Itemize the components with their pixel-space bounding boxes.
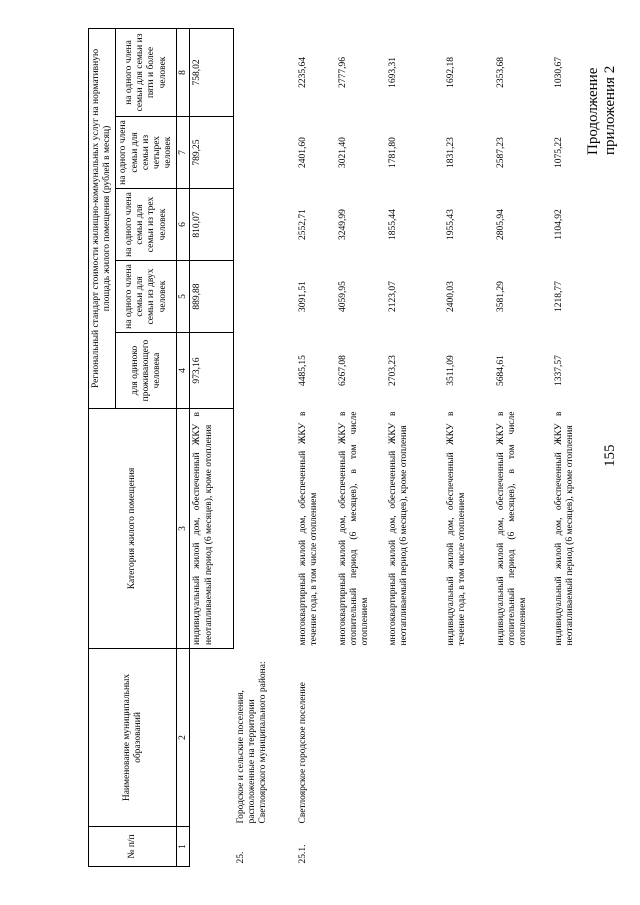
row-value: 2552,71 <box>297 209 308 240</box>
header-sub-3: на одного члена семьи для семьи из трех человек <box>116 189 177 261</box>
header-col2: Наименование муниципальных образований <box>89 649 177 827</box>
row-category: индивидуальный жилой дом, обеспеченный ЖКУ в течение года, в том числе отоплением <box>445 411 468 646</box>
row-value: 1831,23 <box>445 137 456 168</box>
row-category <box>234 409 296 649</box>
row-value: 1104,92 <box>553 209 564 240</box>
continuation-caption: Продолжение приложения 2 <box>585 65 618 155</box>
row-value: 4485,15 <box>297 355 308 386</box>
row-value <box>234 117 296 189</box>
row-value: 2703,23 <box>387 355 398 386</box>
row-value: 1855,44 <box>387 209 398 240</box>
standards-table <box>88 28 608 867</box>
row-value: 1955,43 <box>445 209 456 240</box>
table-row <box>296 28 336 866</box>
row-name <box>386 649 444 827</box>
row-value: 889,88 <box>190 261 234 333</box>
row-value: 3249,99 <box>337 209 348 240</box>
header-standard: Региональный стандарт стоимости жилищно-коммунальных услуг на нормативную площадь жилого помещения (рублей в месяц) <box>89 28 116 408</box>
page-number: 155 <box>602 444 618 467</box>
row-value: 1030,67 <box>553 57 564 88</box>
row-value: 789,25 <box>190 117 234 189</box>
row-value: 6267,08 <box>337 355 348 386</box>
row-category: индивидуальный жилой дом, обеспеченный ЖКУ в отопительный период (6 месяцев), в том числе отоплением <box>495 411 529 646</box>
header-sub-2: на одного члена семьи для семьи из двух человек <box>116 261 177 333</box>
row-value: 5684,61 <box>495 355 506 386</box>
row-value: 1218,77 <box>553 281 564 312</box>
table-row <box>552 28 608 866</box>
row-value: 1337,57 <box>553 355 564 386</box>
header-sub-5: на одного члена семьи для семьи из пяти и более человек <box>116 28 177 116</box>
row-value: 3511,09 <box>445 355 456 386</box>
row-value: 3581,29 <box>495 281 506 312</box>
row-value: 3021,40 <box>337 137 348 168</box>
row-number <box>386 827 444 867</box>
row-name <box>494 649 552 827</box>
column-number: 1 <box>177 827 190 867</box>
row-name <box>190 649 234 827</box>
row-number <box>444 827 494 867</box>
table-row <box>494 28 552 866</box>
header-col1: № п/п <box>89 827 177 867</box>
row-value: 2587,23 <box>495 137 506 168</box>
row-value: 3091,51 <box>297 281 308 312</box>
column-number: 7 <box>177 117 190 189</box>
header-sub-1: для одиноко проживающего человека <box>116 333 177 409</box>
header-sub-4: на одного члена семьи для семьи из четырех человек <box>116 117 177 189</box>
row-value: 1693,31 <box>387 57 398 88</box>
row-value: 2805,94 <box>495 209 506 240</box>
header-col3: Категория жилого помещения <box>89 409 177 649</box>
row-value: 2123,07 <box>387 281 398 312</box>
row-value: 1075,22 <box>553 137 564 168</box>
table-row <box>444 28 494 866</box>
row-number <box>494 827 552 867</box>
column-numbers-row <box>177 28 190 866</box>
row-value: 2235,64 <box>297 57 308 88</box>
row-value: 758,02 <box>190 28 234 116</box>
column-number: 2 <box>177 649 190 827</box>
row-name: Городское и сельские поселения, расположенные на территории Светлоярского муниципального района: <box>235 661 269 824</box>
column-number: 4 <box>177 333 190 409</box>
row-value: 973,16 <box>190 333 234 409</box>
row-value <box>234 189 296 261</box>
row-number <box>190 827 234 867</box>
column-number: 5 <box>177 261 190 333</box>
row-number: 25. <box>235 851 246 864</box>
row-name <box>336 649 386 827</box>
row-value: 2353,68 <box>495 57 506 88</box>
table-row <box>386 28 444 866</box>
table-row <box>234 28 296 866</box>
row-value: 1781,80 <box>387 137 398 168</box>
row-name <box>552 649 608 827</box>
row-name <box>444 649 494 827</box>
row-category: индивидуальный жилой дом, обеспеченный ЖКУ в неотапливаемый период (6 месяцев), кроме отопления <box>190 409 234 649</box>
row-value: 1692,18 <box>445 57 456 88</box>
row-value: 2401,60 <box>297 137 308 168</box>
row-value <box>234 28 296 116</box>
row-value: 2777,96 <box>337 57 348 88</box>
row-value <box>234 333 296 409</box>
row-value: 4059,95 <box>337 281 348 312</box>
header-row-1 <box>89 28 116 866</box>
column-number: 3 <box>177 409 190 649</box>
row-category: индивидуальный жилой дом, обеспеченный ЖКУ в неотапливаемый период (6 месяцев), кроме отопления <box>553 411 576 646</box>
row-category: многоквартирный жилой дом, обеспеченный ЖКУ в отопительный период (6 месяцев), в том числе отоплением <box>337 411 371 646</box>
row-value: 810,07 <box>190 189 234 261</box>
row-name: Светлоярское городское поселение <box>297 682 308 824</box>
row-number <box>336 827 386 867</box>
row-number <box>552 827 608 867</box>
column-number: 8 <box>177 28 190 116</box>
row-number: 25.1. <box>297 844 308 864</box>
row-value <box>234 261 296 333</box>
table-row <box>190 28 234 866</box>
table-row <box>336 28 386 866</box>
row-value: 2400,03 <box>445 281 456 312</box>
row-category: многоквартирный жилой дом, обеспеченный ЖКУ в течение года, в том числе отоплением <box>297 411 320 646</box>
column-number: 6 <box>177 189 190 261</box>
row-category: многоквартирный жилой дом, обеспеченный ЖКУ в неотапливаемый период (6 месяцев), кроме отопления <box>387 411 410 646</box>
